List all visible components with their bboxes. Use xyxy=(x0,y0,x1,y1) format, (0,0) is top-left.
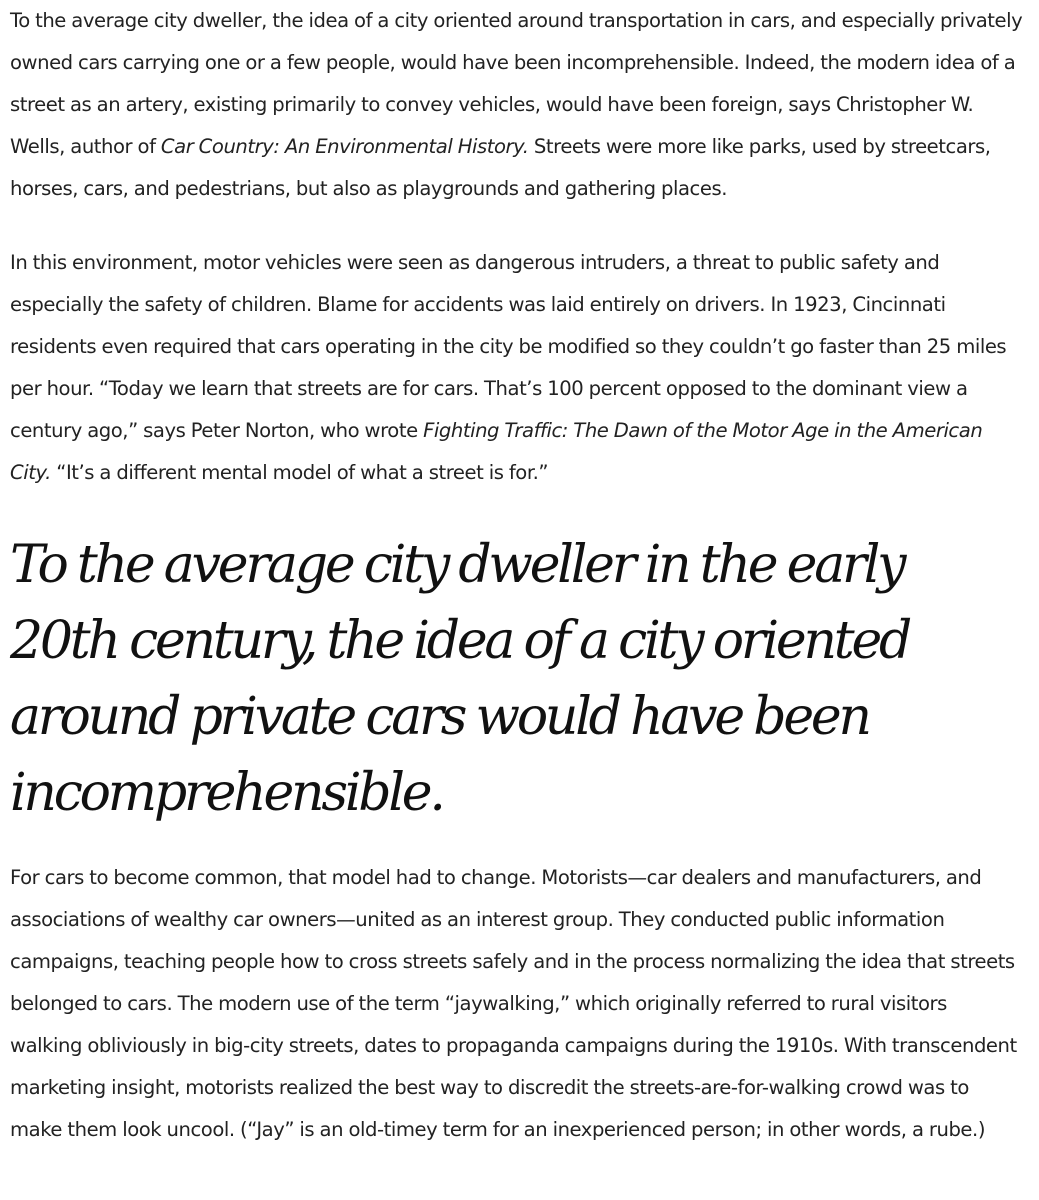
paragraph-text: In this environment, motor vehicles were seen as dangerous intruders, a threat to public safety and especially the safety of children. Blame for accidents was laid entirely on drivers. In 1923, Cincinnati residents even required that cars operating in the city be modified so they couldn’t go faster than 25 miles per hour. “Today we learn that streets are for cars. That’s 100 percent opposed to the dominant view a century ago,” says Peter Norton, who wrote xyxy=(10,251,1007,442)
paragraph-car-country xyxy=(10,0,1032,210)
paragraph-text: Streets were more like parks, used by streetcars, horses, cars, and pedestrians, but also as playgrounds and gathering places. xyxy=(10,135,991,200)
book-title-car-country: Car Country: An Environmental History. xyxy=(160,135,529,158)
paragraph-jaywalking: For cars to become common, that model had to change. Motorists—car dealers and manufacturers, and associations of wealthy car owners—united as an interest group. They conducted public information campaigns, teaching people how to cross streets safely and in the process normalizing the idea that streets belonged to cars. The modern use of the term “jaywalking,” which originally referred to rural visitors walking obliviously in big-city streets, dates to propaganda campaigns during the 1910s. With transcendent marketing insight, motorists realized the best way to discredit the streets-are-for-walking crowd was to make them look uncool. (“Jay” is an old-timey term for an inexperienced person; in other words, a rube.) xyxy=(10,866,1017,1141)
pull-quote: To the average city dweller in the early 20th century, the idea of a city oriented around private cars would have been incomprehensible. xyxy=(10,535,910,823)
paragraph-text: To the average city dweller, the idea of a city oriented around transportation in cars, and especially privately owned cars carrying one or a few people, would have been incomprehensible. Indeed, the modern idea of a street as an artery, existing primarily to convey vehicles, would have been foreign, says Christopher W. Wells, author of xyxy=(10,9,1023,158)
book-title-fighting-traffic: Fighting Traffic: The Dawn of the Motor Age in the American City. xyxy=(10,419,983,484)
paragraph-text: “It’s a different mental model of what a street is for.” xyxy=(50,461,549,484)
paragraph-fighting-traffic xyxy=(10,242,1015,494)
